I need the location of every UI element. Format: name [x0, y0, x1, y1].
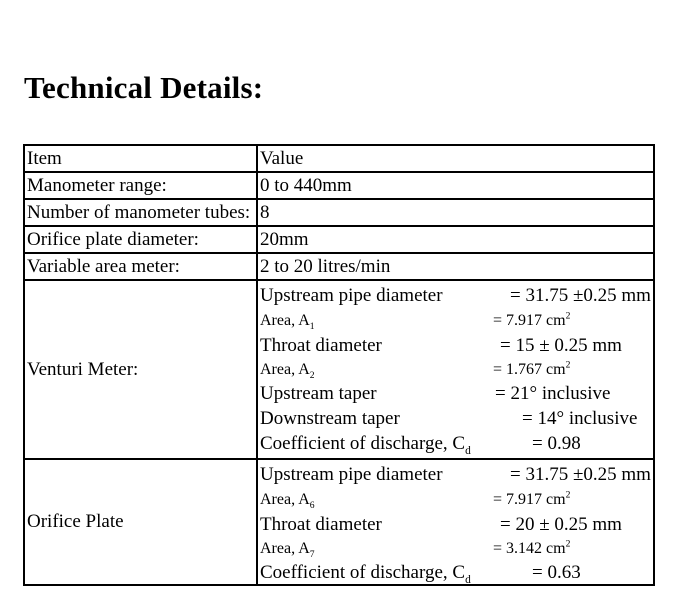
spec-value: = 7.917 $cm^2$ — [493, 489, 571, 508]
technical-details-table — [23, 144, 655, 586]
orifice-value — [258, 460, 655, 586]
orifice-item — [25, 460, 258, 586]
spec-value: = 14° inclusive — [522, 408, 638, 429]
spec-label: Upstream taper — [260, 383, 377, 404]
row-value: 2 to 20 litres/min — [258, 254, 655, 281]
row-value: 0 to 440mm — [258, 173, 655, 200]
spec-label: Throat diameter — [260, 514, 382, 535]
spec-value: = 0.98 — [532, 433, 581, 454]
spec-label: Area, $A_7$ — [260, 540, 315, 561]
page-title: Technical Details: — [24, 70, 264, 105]
spec-label: Coefficient of discharge, $C_d$ — [260, 562, 471, 586]
row-item: Variable area meter: — [25, 254, 258, 281]
row-item: Manometer range: — [25, 173, 258, 200]
spec-value: = 1.767 $cm^2$ — [493, 359, 571, 378]
spec-value: = 3.142 $cm^2$ — [493, 538, 571, 557]
row-value: 20mm — [258, 227, 655, 254]
row-item: Number of manometer tubes: — [25, 200, 258, 227]
spec-value: = 0.63 — [532, 562, 581, 583]
spec-value: = 7.917 $cm^2$ — [493, 310, 571, 329]
row-value: 8 — [258, 200, 655, 227]
venturi-value — [258, 281, 655, 460]
row-item: Orifice plate diameter: — [25, 227, 258, 254]
orifice-label: Orifice Plate — [27, 511, 124, 532]
spec-label: Area, $A_2$ — [260, 361, 315, 382]
spec-label: Upstream pipe diameter — [260, 464, 443, 485]
spec-value: = 15 ± 0.25 mm — [500, 335, 622, 356]
spec-value: = 20 ± 0.25 mm — [500, 514, 622, 535]
spec-label: Throat diameter — [260, 335, 382, 356]
header-value: Value — [258, 146, 655, 173]
spec-value: = 21° inclusive — [495, 383, 611, 404]
spec-label: Area, $A_6$ — [260, 491, 315, 512]
spec-value: = 31.75 ±0.25 mm — [510, 285, 651, 306]
spec-label: Downstream taper — [260, 408, 400, 429]
spec-label: Upstream pipe diameter — [260, 285, 443, 306]
spec-label: Coefficient of discharge, $C_d$ — [260, 433, 471, 457]
spec-value: = 31.75 ±0.25 mm — [510, 464, 651, 485]
venturi-item — [25, 281, 258, 460]
header-item: Item — [25, 146, 258, 173]
venturi-label: Venturi Meter: — [27, 358, 139, 380]
spec-label: Area, $A_1$ — [260, 312, 315, 333]
